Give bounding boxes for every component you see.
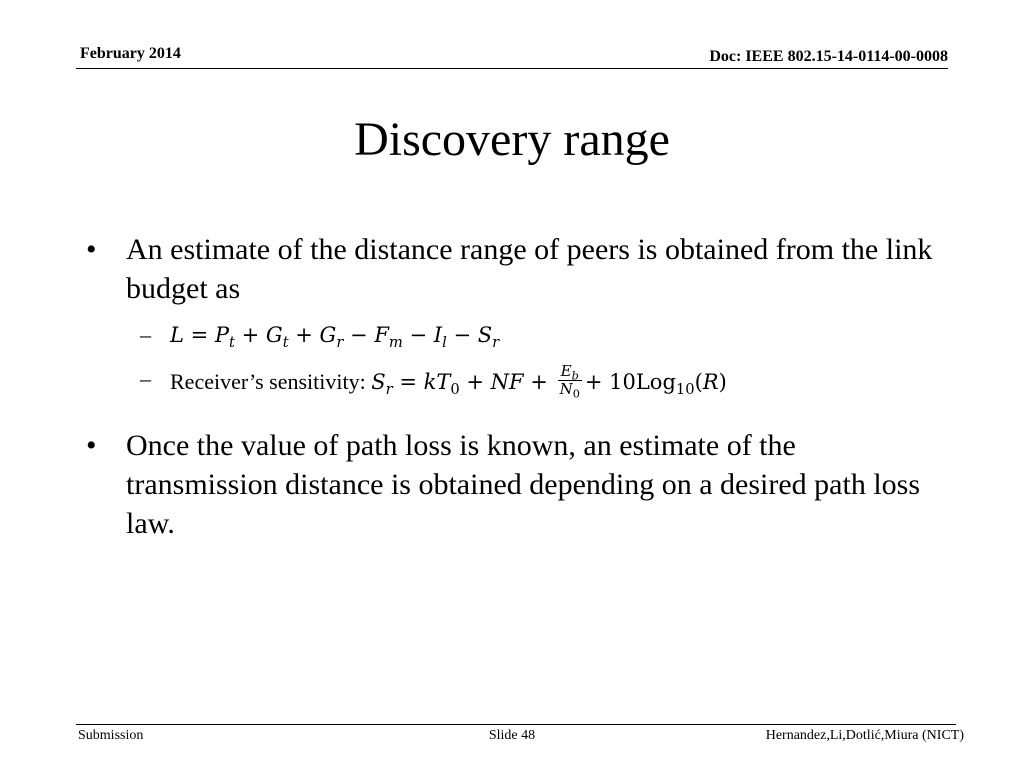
subitem-sensitivity [140,362,727,401]
slide-title: Discovery range [354,113,670,166]
dash-marker: – [140,322,151,347]
header-date: February 2014 [80,45,181,62]
bullet-1-text: An estimate of the distance range of peers is obtained from the link budget as [126,233,933,305]
header-divider [76,68,948,69]
sensitivity-label: Receiver’s sensitivity: [170,369,366,394]
bullet-marker: • [86,429,97,462]
footer-divider [76,724,956,725]
bullet-2-text: Once the value of path loss is known, an estimate of the transmission distance is obtained depending on a desired path loss law. [126,429,921,540]
link-budget-formula: $L = P_t + G_t + G_r - F_m - I_l - S_r$ [170,323,500,352]
eb-n0-fraction: $\frac{E_b}{N_0}$ [559,362,580,401]
header-doc-id: Doc: IEEE 802.15-14-0114-00-0008 [709,48,948,65]
dash-marker: – [140,366,151,391]
footer-submission: Submission [78,728,144,743]
footer-authors: Hernandez,Li,Dotlić,Miura (NICT) [765,728,964,743]
bullet-1 [86,230,946,308]
bullet-marker: • [86,233,97,266]
footer-slide-number: Slide 48 [488,728,536,743]
subitem-link-budget [140,322,500,352]
sensitivity-formula: $S_r = kT_0$ + NF + $\frac{E_b}{N_0}$ + 10Log$_{10}$(R) [371,362,727,401]
bullet-2 [86,426,946,543]
